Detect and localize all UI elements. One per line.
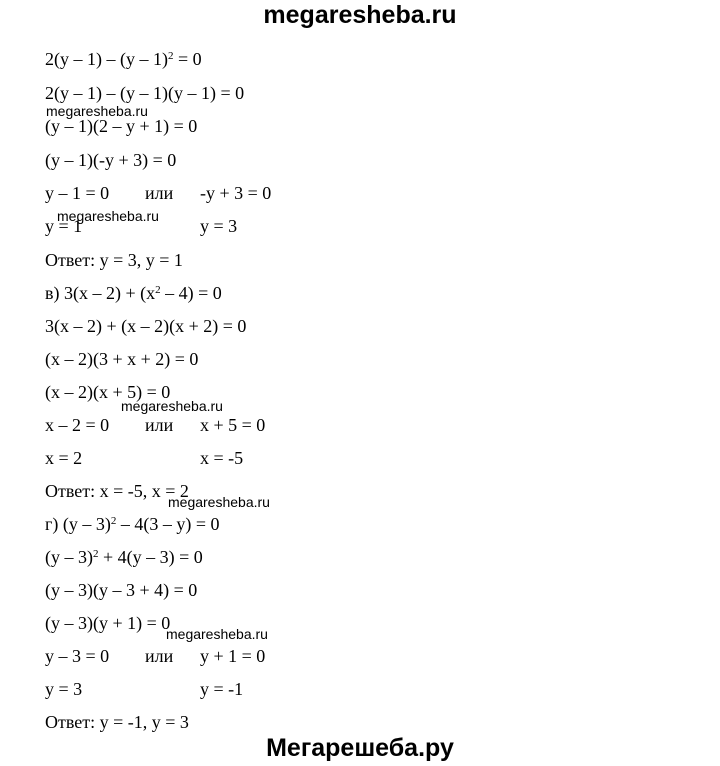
answer-line: Ответ: x = -5, x = 2 xyxy=(45,481,189,501)
or-word: или xyxy=(145,646,174,666)
solution-line: (y – 3)$^2$ + 4(y – 3) = 0 xyxy=(45,547,203,567)
watermark: megaresheba.ru xyxy=(121,398,223,414)
root-2: y = -1 xyxy=(200,679,244,699)
watermark: megaresheba.ru xyxy=(46,103,148,119)
site-footer: Мегарешеба.ру xyxy=(266,734,454,762)
solution-line: (y – 3)(y – 3 + 4) = 0 xyxy=(45,580,198,600)
case-1: x – 2 = 0 xyxy=(45,415,110,435)
watermark: megaresheba.ru xyxy=(57,208,159,224)
watermark: megaresheba.ru xyxy=(166,626,268,642)
case-2: -y + 3 = 0 xyxy=(200,183,272,203)
root-2: x = -5 xyxy=(200,448,244,468)
solution-line xyxy=(45,182,272,204)
solution-line xyxy=(45,645,266,667)
solution-line: (x – 2)(x + 5) = 0 xyxy=(45,382,171,402)
root-1: x = 2 xyxy=(45,448,83,468)
solution-line xyxy=(45,414,266,436)
solution-line: 2(y – 1) – (y – 1)(y – 1) = 0 xyxy=(45,83,245,103)
or-word: или xyxy=(145,415,174,435)
solution-line xyxy=(45,678,244,700)
case-2: x + 5 = 0 xyxy=(200,415,266,435)
solution-line: (x – 2)(3 + x + 2) = 0 xyxy=(45,349,199,369)
solution-line: (y – 1)(-y + 3) = 0 xyxy=(45,150,177,170)
case-1: y – 3 = 0 xyxy=(45,646,110,666)
answer-line: Ответ: y = -1, y = 3 xyxy=(45,712,189,732)
solution-line xyxy=(45,447,244,469)
problem-line: в) $3(x - 2) + (x^2 - 4) = 0$ xyxy=(45,283,222,303)
solution-line: (y – 1)(2 – y + 1) = 0 xyxy=(45,116,198,136)
root-1: y = 1 xyxy=(45,216,83,236)
solution-line: 3(x – 2) + (x – 2)(x + 2) = 0 xyxy=(45,316,247,336)
answer-line: Ответ: y = 3, y = 1 xyxy=(45,250,183,270)
case-1: y – 1 = 0 xyxy=(45,183,110,203)
site-header: megaresheba.ru xyxy=(263,1,457,29)
solution-line: 2(y – 1) – (y – 1)$^2$ = 0 xyxy=(45,49,202,69)
solution-line: (y – 3)(y + 1) = 0 xyxy=(45,613,171,633)
case-2: y + 1 = 0 xyxy=(200,646,266,666)
or-word: или xyxy=(145,183,174,203)
root-1: y = 3 xyxy=(45,679,83,699)
problem-line: г) (y – 3)$^2$ – 4(3 – y) = 0 xyxy=(45,514,220,534)
root-2: y = 3 xyxy=(200,216,238,236)
watermark: megaresheba.ru xyxy=(168,494,270,510)
